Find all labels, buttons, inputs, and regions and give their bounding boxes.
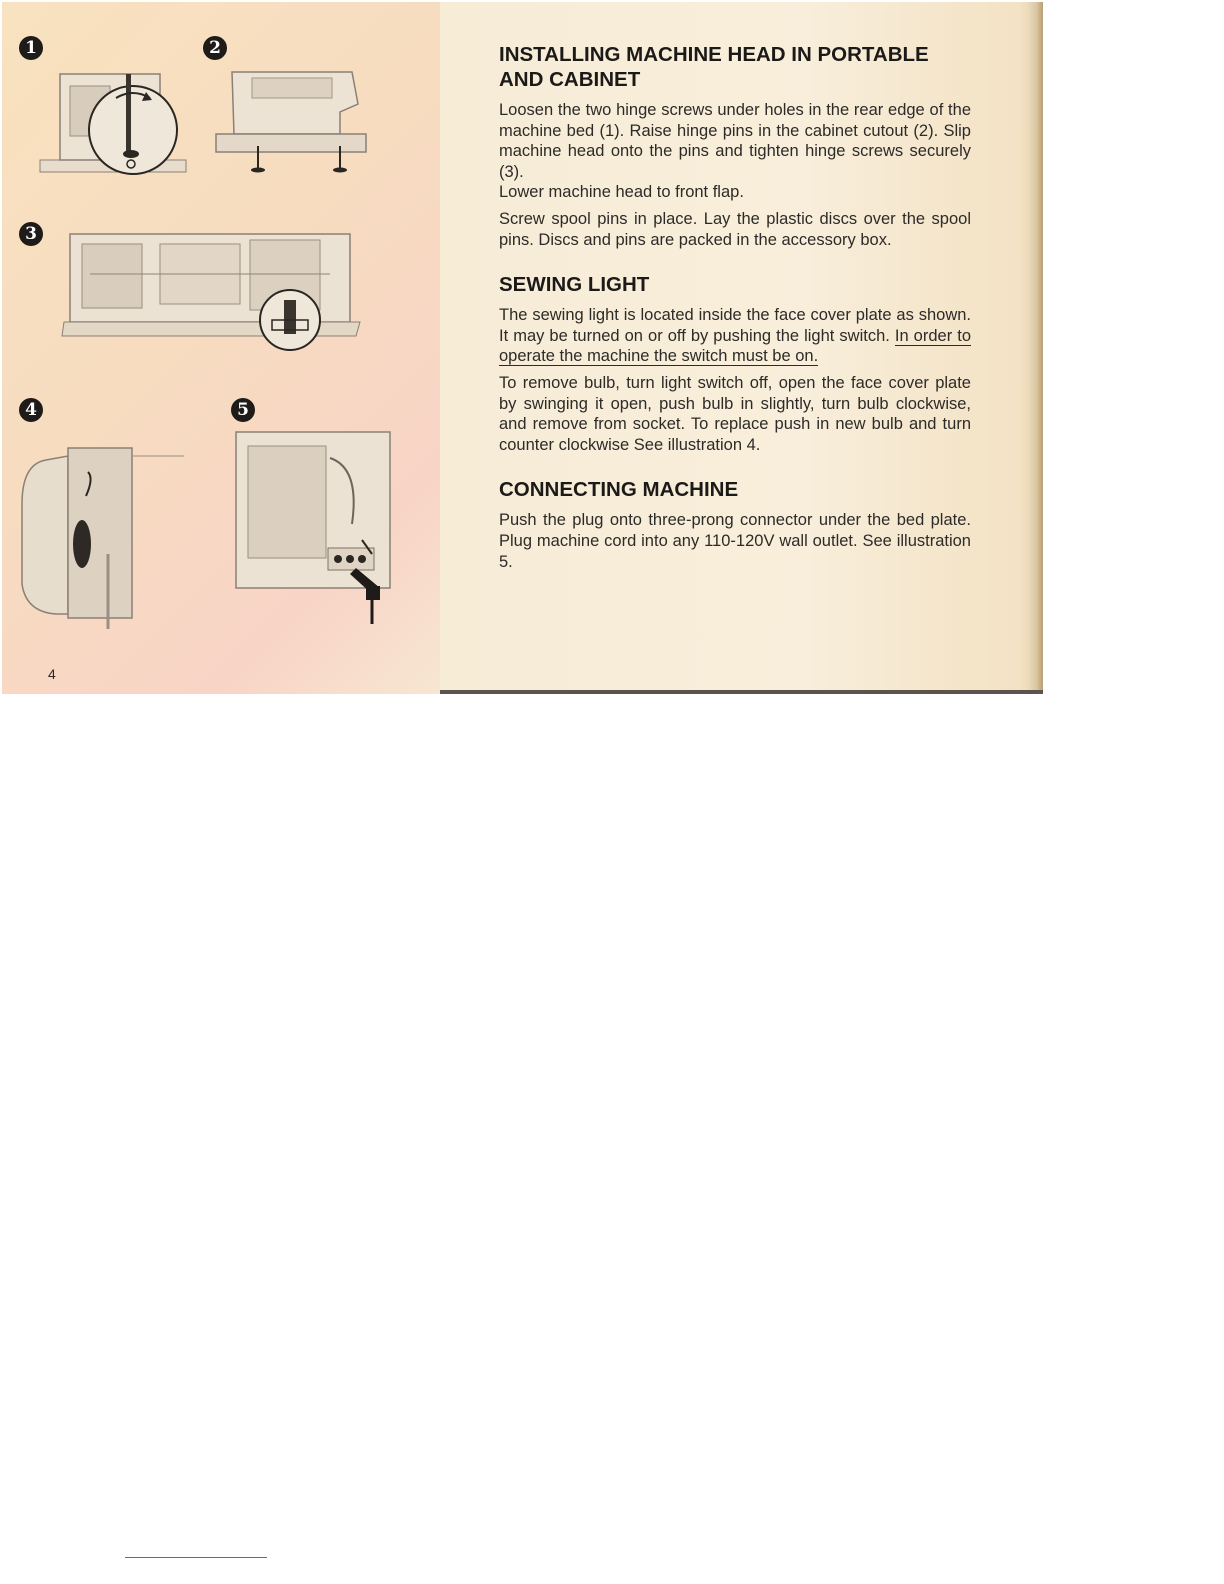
section-heading: CONNECTING MACHINE — [499, 478, 739, 502]
illustration-number-3: 3 — [19, 222, 43, 246]
manual-spread — [2, 2, 1043, 694]
paragraph: To remove bulb, turn light switch off, open the face cover plate by swinging it open, push bulb in slightly, turn bulb clockwise, and remove from socket. To replace push in new bulb and turn counter clockwise See illustration 4. — [499, 373, 971, 454]
paragraph-text: Lower machine head to front flap. — [499, 183, 744, 202]
illustration-number-4: 4 — [19, 398, 43, 422]
spool-pin-illustration — [60, 228, 372, 356]
section-heading: SEWING LIGHT — [499, 273, 650, 297]
paragraph: Push the plug onto three-prong connector under the bed plate. Plug machine cord into any 110-120V wall outlet. See illustration 5. — [499, 511, 971, 571]
sewing-light-illustration — [16, 434, 188, 629]
illustration-number-2: 2 — [203, 36, 227, 60]
connector-plug-illustration — [230, 428, 394, 624]
heading-line-2: AND CABINET — [499, 68, 641, 91]
page-bottom-shadow — [440, 690, 1043, 694]
section-installing-machine-head — [499, 42, 971, 250]
underlined-warning: In order to operate the machine the switch must be on. — [499, 326, 971, 366]
machine-head-illustration — [212, 64, 372, 179]
illustration-page — [2, 2, 440, 694]
page-number: 4 — [48, 666, 56, 682]
section-heading — [499, 42, 971, 92]
footer-line — [125, 1557, 267, 1558]
page-edge — [1028, 2, 1043, 694]
paragraph-text: The sewing light is located inside the face cover plate as shown. It may be turned on or off by pushing the light switch. — [499, 306, 971, 345]
hinge-screw-illustration — [38, 64, 188, 192]
section-connecting-machine — [499, 477, 971, 572]
heading-line-1: INSTALLING MACHINE HEAD IN PORTABLE — [499, 43, 929, 66]
paragraph: Screw spool pins in place. Lay the plastic discs over the spool pins. Discs and pins are packed in the accessory box. — [499, 209, 971, 249]
illustration-number-5: 5 — [231, 398, 255, 422]
instructions-column — [499, 42, 971, 594]
section-sewing-light — [499, 272, 971, 455]
paragraph — [499, 100, 971, 203]
paragraph-text: Loosen the two hinge screws under holes in the rear edge of the machine bed (1). Raise hinge pins in the cabinet cutout (2). Slip machine head onto the pins and tighten hinge screws securely (3). — [499, 101, 971, 181]
illustration-number-1: 1 — [19, 36, 43, 60]
paragraph — [499, 305, 971, 367]
